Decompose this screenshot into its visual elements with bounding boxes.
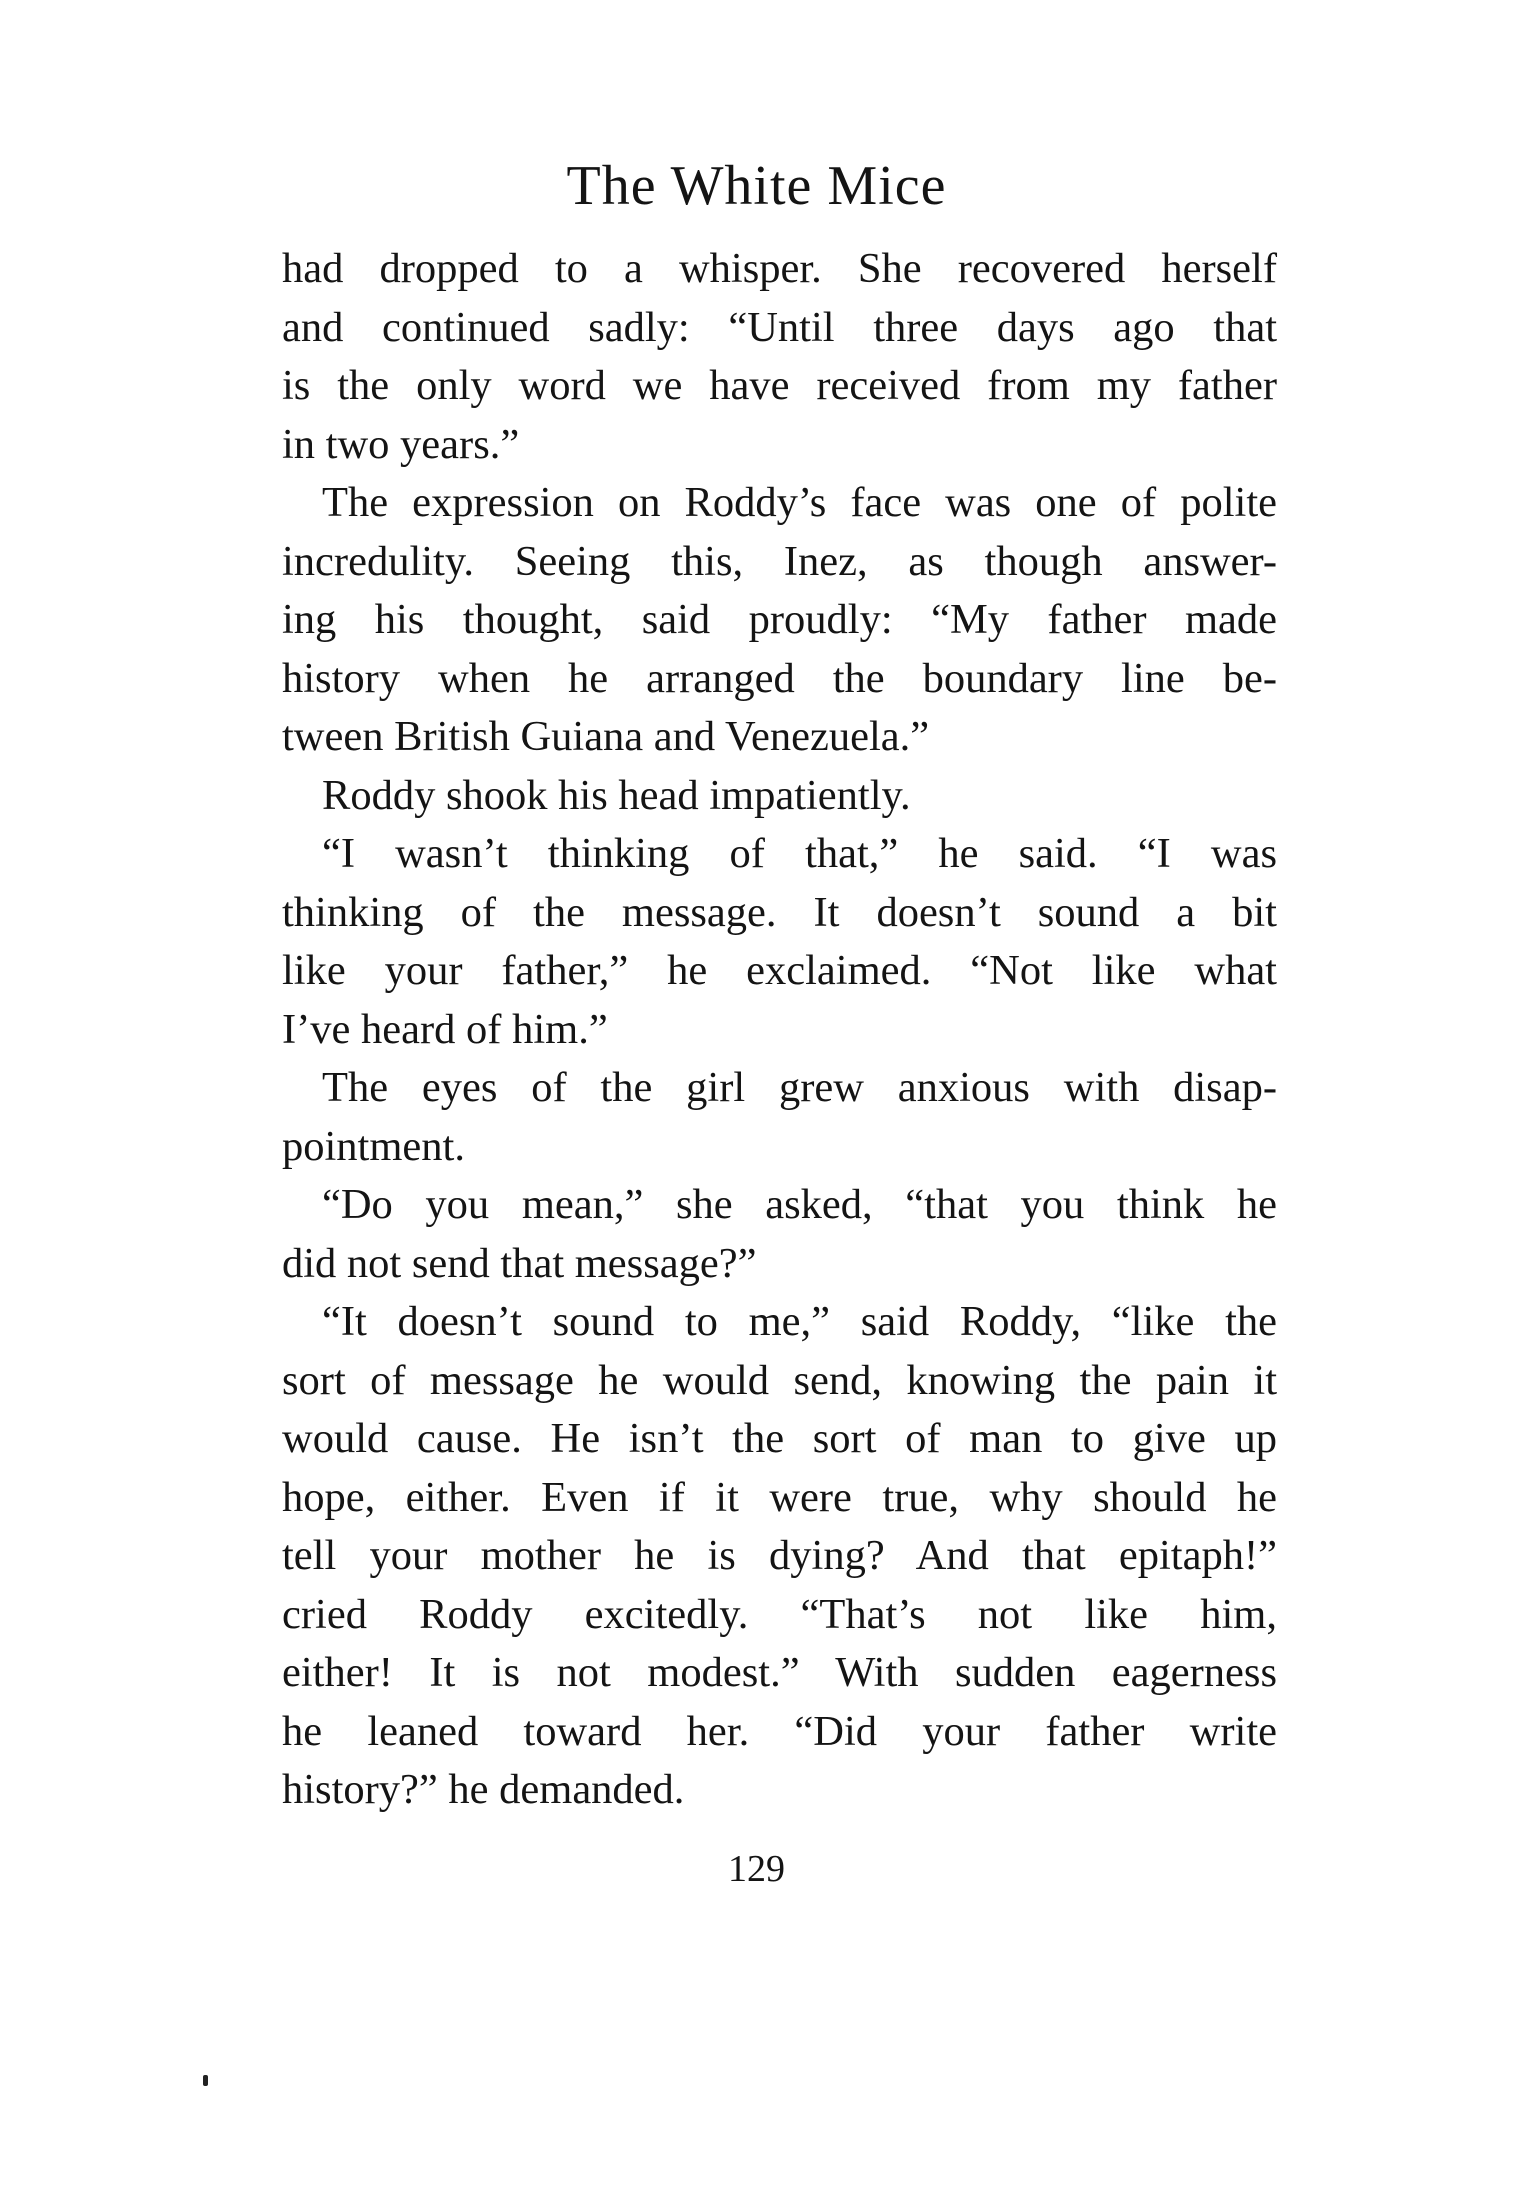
text-line: Roddy shook his head impatiently.: [322, 771, 911, 819]
text-line: “I wasn’t thinking of that,” he said. “I was: [322, 830, 1277, 877]
body-text: [282, 240, 1277, 1820]
text-line: hope, either. Even if it were true, why should he: [282, 1473, 1277, 1521]
text-line: in two years.”: [282, 420, 520, 468]
text-line: incredulity. Seeing this, Inez, as though answer-: [282, 537, 1277, 585]
text-line: “It doesn’t sound to me,” said Roddy, “like the: [322, 1298, 1277, 1345]
text-line: history when he arranged the boundary line be-: [282, 654, 1277, 702]
text-line: had dropped to a whisper. She recovered herself: [282, 245, 1277, 292]
text-line: The eyes of the girl grew anxious with disap-: [322, 1064, 1277, 1111]
text-line: he leaned toward her. “Did your father write: [282, 1707, 1277, 1755]
page-number: 129: [728, 1848, 785, 1890]
text-line: like your father,” he exclaimed. “Not like what: [282, 947, 1277, 994]
text-line: cried Roddy excitedly. “That’s not like him,: [282, 1590, 1277, 1638]
text-line: either! It is not modest.” With sudden eagerness: [282, 1649, 1277, 1696]
text-line: I’ve heard of him.”: [282, 1005, 608, 1053]
text-line: tell your mother he is dying? And that epitaph!”: [282, 1532, 1277, 1579]
text-line: is the only word we have received from my father: [282, 362, 1277, 409]
text-line: The expression on Roddy’s face was one of polite: [322, 479, 1277, 526]
text-line: “Do you mean,” she asked, “that you think he: [322, 1181, 1277, 1228]
text-line: ing his thought, said proudly: “My father made: [282, 596, 1277, 643]
text-line: and continued sadly: “Until three days ago that: [282, 303, 1277, 351]
text-line: did not send that message?”: [282, 1239, 757, 1287]
running-head: The White Mice: [566, 155, 947, 217]
text-line: tween British Guiana and Venezuela.”: [282, 713, 930, 760]
text-line: would cause. He isn’t the sort of man to give up: [282, 1415, 1277, 1462]
text-line: history?” he demanded.: [282, 1766, 685, 1813]
text-line: pointment.: [282, 1122, 465, 1170]
text-line: sort of message he would send, knowing the pain it: [282, 1356, 1277, 1404]
print-speck: [203, 2075, 208, 2086]
text-line: thinking of the message. It doesn’t sound a bit: [282, 888, 1277, 936]
